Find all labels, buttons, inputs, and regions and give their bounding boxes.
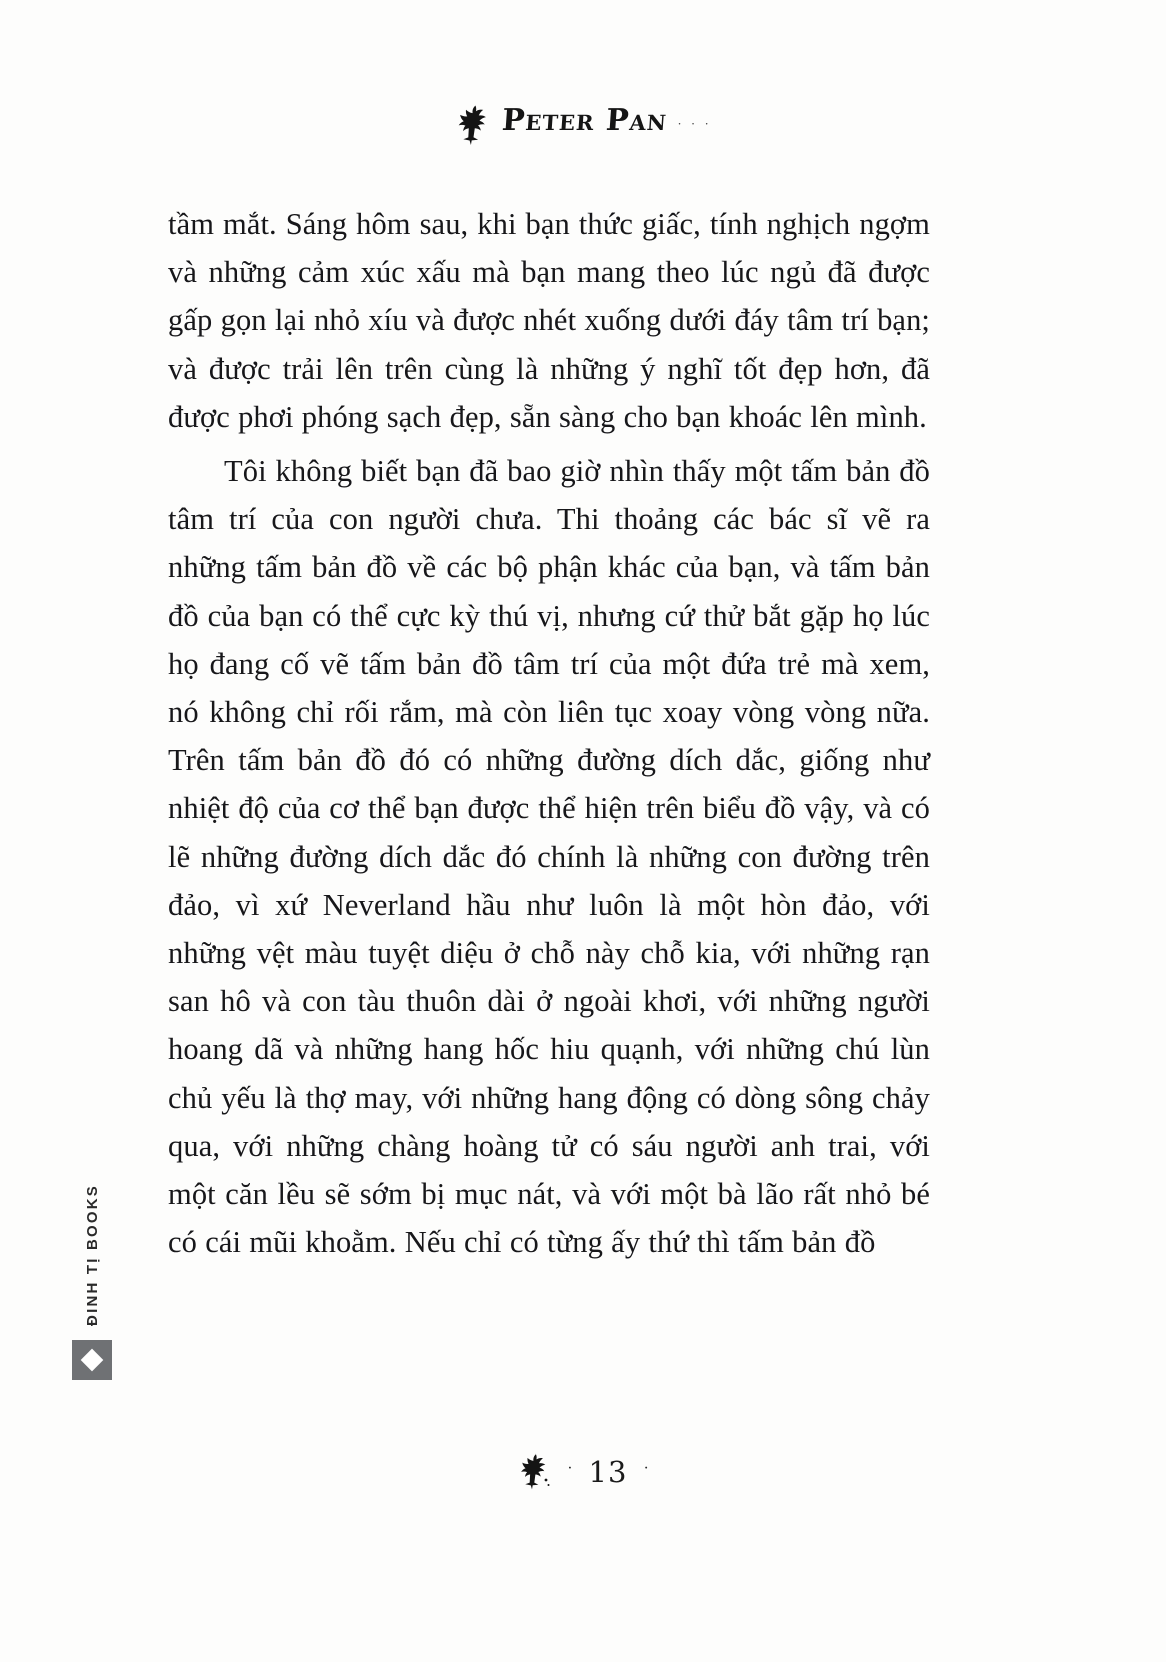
page-number: 13 [588,1455,628,1489]
running-head-title: Peter Pan [500,102,669,138]
paragraph: Tôi không biết bạn đã bao giờ nhìn thấy một tấm bản đồ tâm trí của con người chưa. Thi thoảng các bác sĩ vẽ ra những tấm bản đồ về các bộ phận khác của bạn, và tấm bản đồ của bạn có thể cực kỳ thú vị, nhưng cứ thử bắt gặp họ lúc họ đang cố vẽ tấm bản đồ tâm trí của một đứa trẻ mà xem, nó không chỉ rối rắm, mà còn liên tục xoay vòng vòng nữa. Trên tấm bản đồ đó có những đường dích dắc, giống như nhiệt độ của cơ thể bạn được thể hiện trên biểu đồ vậy, và có lẽ những đường dích dắc đó chính là những con đường trên đảo, vì xứ Neverland hầu như luôn là một hòn đảo, với những vệt màu tuyệt diệu ở chỗ này chỗ kia, với những rạn san hô và con tàu thuôn dài ở ngoài khơi, với những người hoang dã và những hang hốc hiu quạnh, với những chú lùn chủ yếu là thợ may, với những hang động có dòng sông chảy qua, với những chàng hoàng tử có sáu người anh trai, với một căn lều sẽ sớm bị mục nát, và với một bà lão rất nhỏ bé có cái mũi khoằm. Nếu chỉ có từng ấy thứ thì tấm bản đồ [168,454,930,1260]
page-folio [0,1450,1166,1494]
body-text-column [168,200,930,1266]
running-head-inner [454,96,712,144]
publisher-side-mark [72,1184,112,1380]
fairy-icon [517,1450,551,1494]
tinkerbell-icon [454,98,492,146]
folio-dot-right: · [643,1460,649,1477]
paragraph: tầm mắt. Sáng hôm sau, khi bạn thức giấc, tính nghịch ngợm và những cảm xúc xấu mà bạn mang theo lúc ngủ đã được gấp gọn lại nhỏ xíu và được nhét xuống dưới đáy tâm trí bạn; và được trải lên trên cùng là những ý nghĩ tốt đẹp hơn, đã được phơi phóng sạch đẹp, sẵn sàng cho bạn khoác lên mình. [168,207,930,434]
publisher-name: ĐINH TỊ BOOKS [83,1184,101,1326]
running-head [0,96,1166,166]
running-head-dots: · · · [677,116,712,131]
diamond-logo-icon [72,1340,112,1380]
folio-dot-left: · [567,1460,573,1477]
